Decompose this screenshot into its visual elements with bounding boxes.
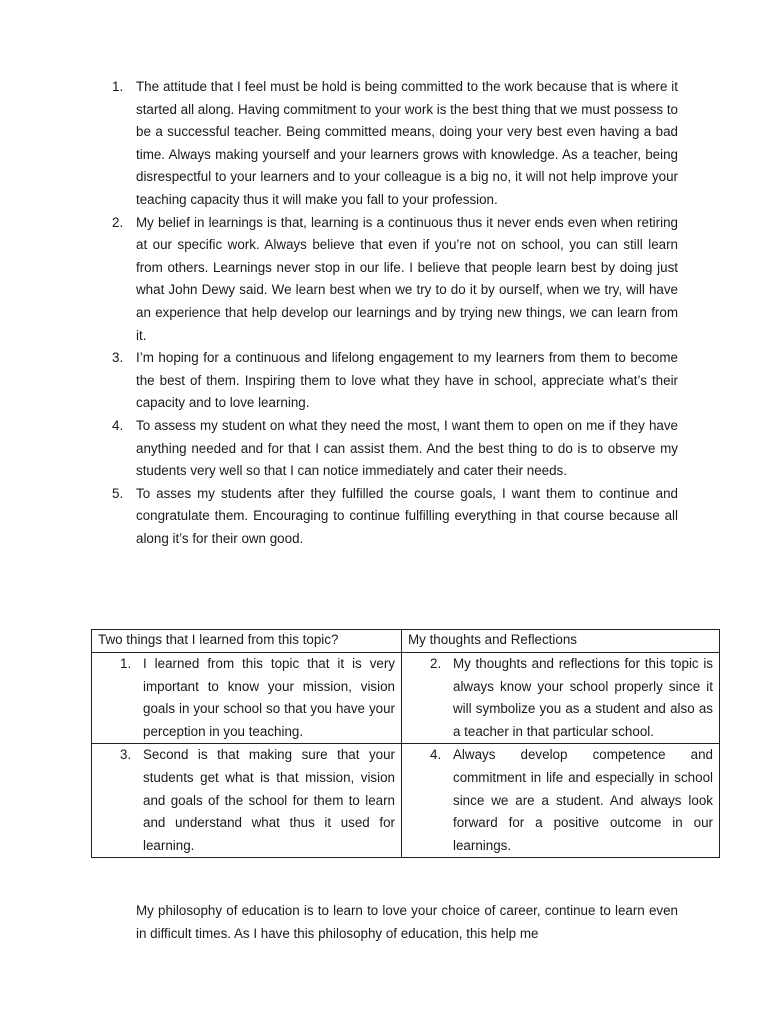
column-header-learned: Two things that I learned from this topic? bbox=[92, 630, 402, 653]
table-cell bbox=[92, 653, 402, 744]
reflection-table bbox=[91, 629, 720, 858]
list-item-number: 2. bbox=[112, 214, 124, 230]
answers-list bbox=[100, 76, 678, 550]
philosophy-paragraph: My philosophy of education is to learn to love your choice of career, continue to learn even in difficult times. As I have this philosophy of education, this help me bbox=[136, 903, 678, 941]
list-item-text: To assess my student on what they need the most, I want them to open on me if they have anything needed and for that I can assist them. And the best thing to do is to observe my students very well so that I can notice immediately and cater their needs. bbox=[136, 417, 678, 479]
list-item bbox=[100, 212, 678, 348]
list-item-text: The attitude that I feel must be hold is being committed to the work because that is where it started all along. Having commitment to your work is the best thing that we must possess to be a successful teacher. Being committed means, doing your very best even having a bad time. Always making yourself and your learners grows with knowledge. As a teacher, being disrespectful to your learners and to your colleague is a big no, it will not help improve your teaching capacity thus it will make you fall to your profession. bbox=[136, 79, 678, 207]
list-item-text: My belief in learnings is that, learning is a continuous thus it never ends even when retiring at our specific work. Always believe that even if you’re not on school, you can still learn from others. Learnings never stop in our life. I believe that people learn best by doing just what John Dewy said. We learn best when we try to do it by ourself, when we try, will have an experience that help develop our learnings and by trying new things, we can learn from it. bbox=[136, 214, 678, 343]
table-header-row bbox=[92, 630, 720, 653]
cell-number: 1. bbox=[120, 656, 132, 671]
cell-number: 4. bbox=[430, 747, 442, 763]
cell-number: 3. bbox=[120, 747, 132, 763]
cell-text: My thoughts and reflections for this topic is always know your school properly since it will symbolize you as a student and also as a teacher in that particular school. bbox=[453, 656, 713, 739]
list-item-number: 4. bbox=[112, 417, 124, 433]
cell-text: Always develop competence and commitment in life and especially in school since we are a student. And always look forward for a positive outcome in our learnings. bbox=[453, 747, 713, 853]
table-row bbox=[92, 653, 720, 744]
table-cell bbox=[402, 653, 720, 744]
list-item bbox=[100, 347, 678, 415]
table-cell bbox=[92, 744, 402, 858]
list-item-text: To asses my students after they fulfilled the course goals, I want them to continue and congratulate them. Encouraging to continue fulfilling everything in that course because all along it’s for their own good. bbox=[136, 485, 678, 546]
list-item bbox=[100, 415, 678, 483]
cell-text: Second is that making sure that your students get what is that mission, vision and goals of the school for them to learn and understand what thus it used for learning. bbox=[143, 747, 395, 853]
list-item bbox=[100, 483, 678, 551]
cell-text: I learned from this topic that it is very important to know your mission, vision goals in your school so that you have your perception in you teaching. bbox=[143, 656, 395, 739]
table-cell bbox=[402, 744, 720, 858]
list-item-text: I’m hoping for a continuous and lifelong engagement to my learners from them to become the best of them. Inspiring them to love what they have in school, appreciate what’s their capacity and to love learning. bbox=[136, 350, 678, 411]
column-header-reflections: My thoughts and Reflections bbox=[402, 630, 720, 653]
list-item-number: 1. bbox=[112, 79, 124, 94]
list-item bbox=[100, 76, 678, 212]
cell-number: 2. bbox=[430, 656, 442, 671]
list-item-number: 3. bbox=[112, 350, 124, 366]
table-row bbox=[92, 744, 720, 858]
list-item-number: 5. bbox=[112, 485, 124, 501]
